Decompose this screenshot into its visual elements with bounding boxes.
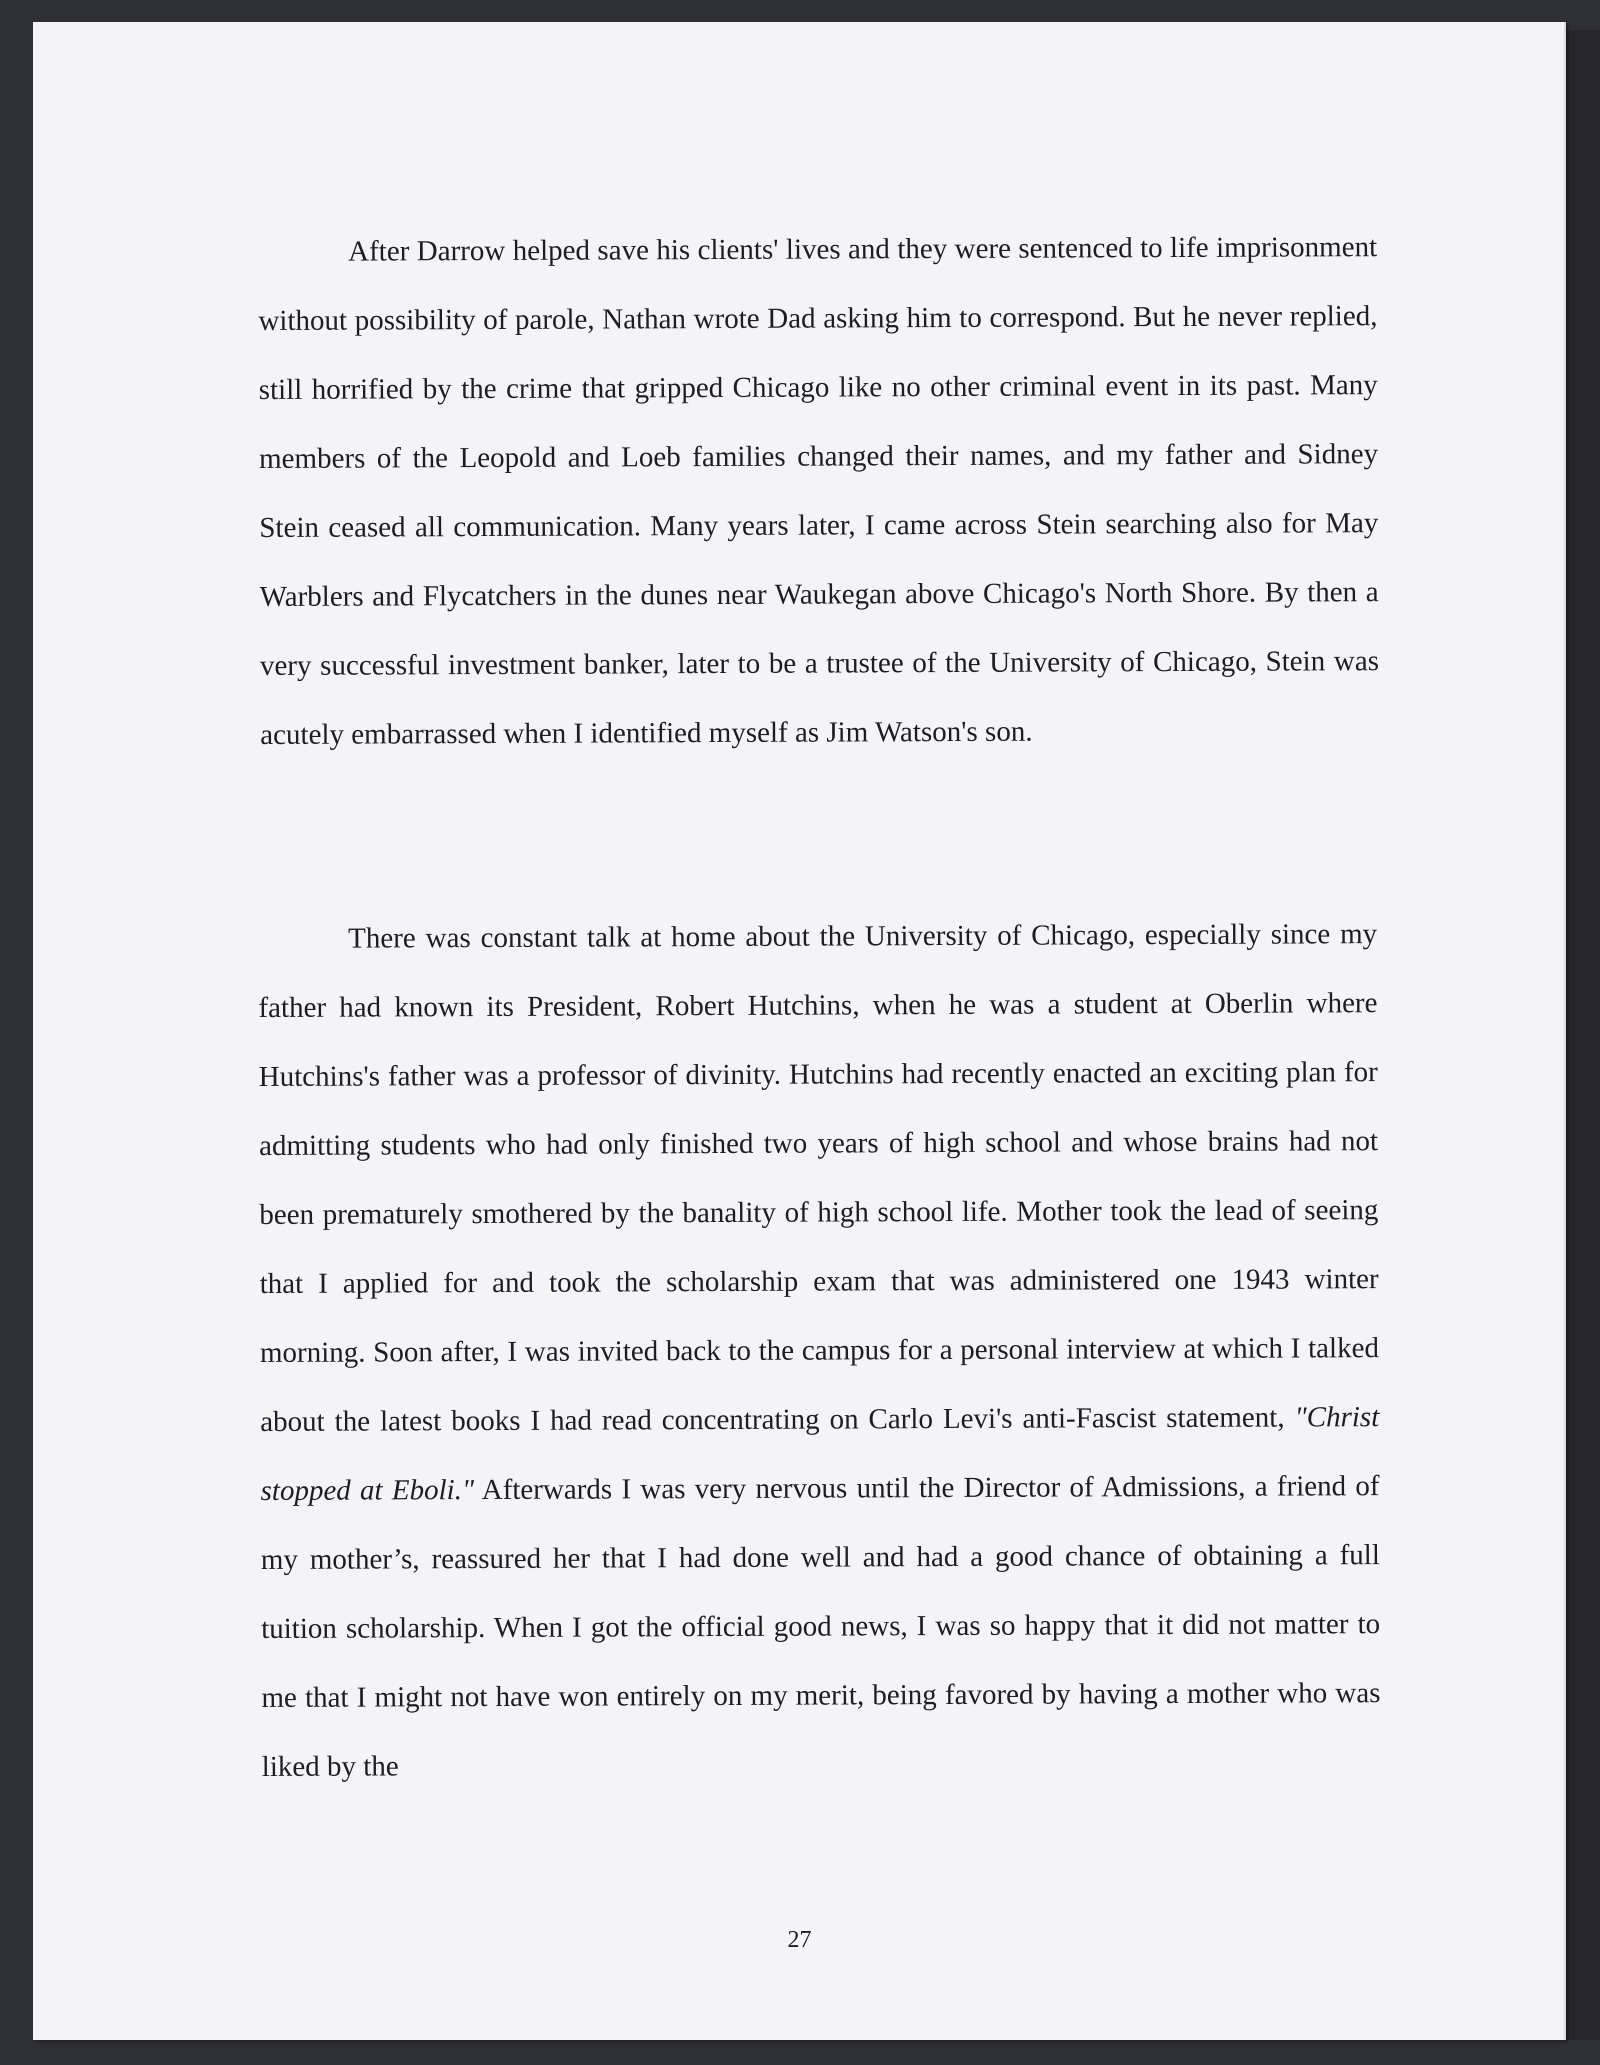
document-page (33, 22, 1566, 2040)
body-paragraph-2 (258, 900, 1381, 1802)
body-paragraph-1 (258, 213, 1379, 770)
page-number: 27 (787, 1927, 812, 1953)
paragraph-1-text: After Darrow helped save his clients' lives and they were sentenced to life imprisonment without possibility of parole, Nathan wrote Dad asking him to correspond. But he never replied, still horrified by the crime that gripped Chicago like no other criminal event in its past. Many members of the Leopold and Loeb families changed their names, and my father and Sidney Stein ceased all communication. Many years later, I came across Stein searching also for May Warblers and Flycatchers in the dunes near Waukegan above Chicago's North Shore. By then a very successful investment banker, later to be a trustee of the University of Chicago, Stein was acutely embarrassed when I identified myself as Jim Watson's son. (258, 231, 1380, 751)
book-title: "Christ stopped at Eboli." (260, 1401, 1380, 1507)
paragraph-2-text-end: Afterwards I was very nervous until the Director of Admissions, a friend of my mother’s, reassured her that I had done well and had a good chance of obtaining a full tuition scholarship. When I got the official good news, I was so happy that it did not matter to me that I might not have won entirely on my merit, being favored by having a mother who was liked by the (260, 1470, 1381, 1783)
page-edge (1564, 22, 1566, 2040)
paragraph-2-text-start: There was constant talk at home about the University of Chicago, especially since my father had known its President, Robert Hutchins, when he was a student at Oberlin where Hutchins's father was a professor of divinity. Hutchins had recently enacted an exciting plan for admitting students who had only finished two years of high school and whose brains had not been prematurely smothered by the banality of high school life. Mother took the lead of seeing that I applied for and took the scholarship exam that was administered one 1943 winter morning. Soon after, I was invited back to the campus for a personal interview at which I talked about the latest books I had read concentrating on Carlo Levi's anti-Fascist statement, (258, 918, 1380, 1438)
